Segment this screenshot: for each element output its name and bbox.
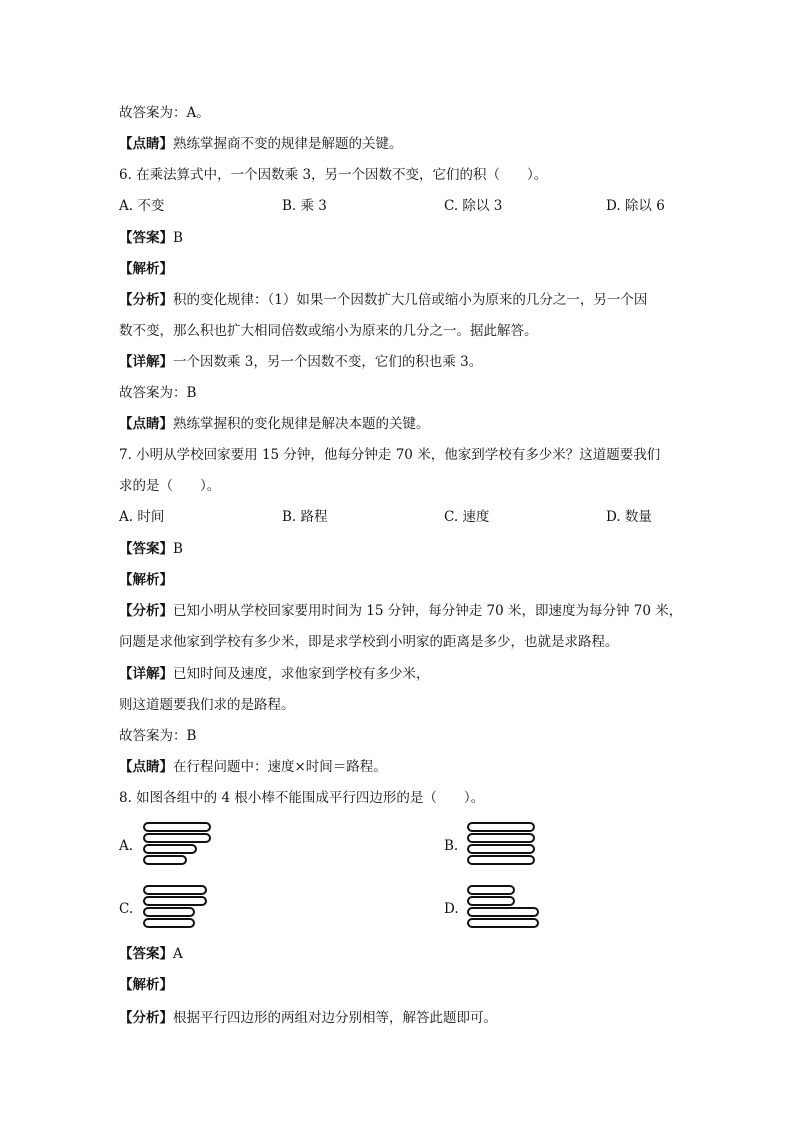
stick [144,919,194,927]
stick-group-a [140,820,220,870]
stick [144,834,210,842]
stick [144,897,206,905]
stick [144,908,194,916]
answer-tag: 【答案】 [119,230,173,246]
q7-detail-line2: 则这道题要我们求的是路程。 [119,697,295,713]
stick [468,897,514,905]
analysis-tag: 【分析】 [119,292,173,308]
q8-option-d: D. [444,901,459,917]
q6-option-b: B. 乘 3 [282,198,327,214]
q8-answer [119,944,183,964]
key-point-tag: 【点睛】 [119,136,173,152]
stick [144,856,186,864]
q8-option-c: C. [119,901,134,917]
q7-option-c: C. 速度 [444,509,490,525]
q7-analysis-line2: 问题是求他家到学校有多少米，即是求学校到小明家的距离是多少，也就是求路程。 [119,634,619,650]
stick [144,886,206,894]
q7-option-b: B. 路程 [282,509,328,525]
key-point-tag: 【点睛】 [119,759,173,775]
stick [468,886,514,894]
q6-answer [119,228,183,248]
q8-analysis-heading: 【解析】 [119,977,173,993]
q8-option-a: A. [119,838,134,854]
stick [144,823,210,831]
stick [468,856,534,864]
q6-key-point [119,414,430,434]
key-point-tag: 【点睛】 [119,416,173,432]
q6-detail [119,352,482,372]
answer-value: B [173,541,183,557]
answer-value: B [173,230,183,246]
q7-detail-line1 [119,664,430,684]
q6-analysis-line2: 数不变，那么积也扩大相同倍数或缩小为原来的几分之一。据此解答。 [119,323,538,339]
q6-analysis-heading: 【解析】 [119,261,173,277]
q7-final-answer: 故答案为：B [119,728,197,744]
detail-tag: 【详解】 [119,666,173,682]
q7-key-point [119,757,387,777]
q8-analysis [119,1008,497,1028]
answer-tag: 【答案】 [119,541,173,557]
stick-group-c [140,883,220,933]
question-6: 6. 在乘法算式中，一个因数乘 3，另一个因数不变，它们的积（ ）。 [119,167,548,183]
question-7-line1: 7. 小明从学校回家要用 15 分钟，他每分钟走 70 米，他家到学校有多少米？这道题要我们 [119,447,661,463]
q7-analysis-line1 [119,601,682,621]
q6-option-d: D. 除以 6 [606,198,665,214]
analysis-tag: 【分析】 [119,603,173,619]
detail-tag: 【详解】 [119,354,173,370]
analysis-text: 积的变化规律：（1）如果一个因数扩大几倍或缩小为原来的几分之一，另一个因 [173,292,648,308]
analysis-text: 根据平行四边形的两组对边分别相等，解答此题即可。 [173,1010,497,1026]
q7-option-d: D. 数量 [606,509,652,525]
stick [468,823,534,831]
stick [468,834,534,842]
answer-line: 故答案为：A。 [119,105,210,121]
stick-group-b [464,820,544,870]
q7-analysis-heading: 【解析】 [119,572,173,588]
stick [468,845,534,853]
analysis-tag: 【分析】 [119,1010,173,1026]
stick [468,908,538,916]
q7-option-a: A. 时间 [119,509,165,525]
stick [144,845,196,853]
answer-value: A [173,946,183,962]
stick-group-d [464,883,549,933]
q8-option-b: B. [444,838,459,854]
q6-final-answer: 故答案为：B [119,385,197,401]
stick [468,919,538,927]
answer-tag: 【答案】 [119,946,173,962]
q6-option-a: A. 不变 [119,198,165,214]
q6-option-c: C. 除以 3 [444,198,503,214]
analysis-text: 已知小明从学校回家要用时间为 15 分钟，每分钟走 70 米，即速度为每分钟 70 米， [173,603,683,619]
key-point-text: 熟练掌握商不变的规律是解题的关键。 [173,136,403,152]
key-point-line [119,134,403,154]
q7-answer [119,539,183,559]
detail-text: 一个因数乘 3，另一个因数不变，它们的积也乘 3。 [173,354,483,370]
q6-analysis-line1 [119,290,647,310]
question-7-line2: 求的是（ ）。 [119,478,221,494]
key-point-text: 在行程问题中：速度×时间＝路程。 [173,759,387,775]
question-8: 8. 如图各组中的 4 根小棒不能围成平行四边形的是（ ）。 [119,790,485,806]
key-point-text: 熟练掌握积的变化规律是解决本题的关键。 [173,416,430,432]
detail-text: 已知时间及速度，求他家到学校有多少米， [173,666,430,682]
